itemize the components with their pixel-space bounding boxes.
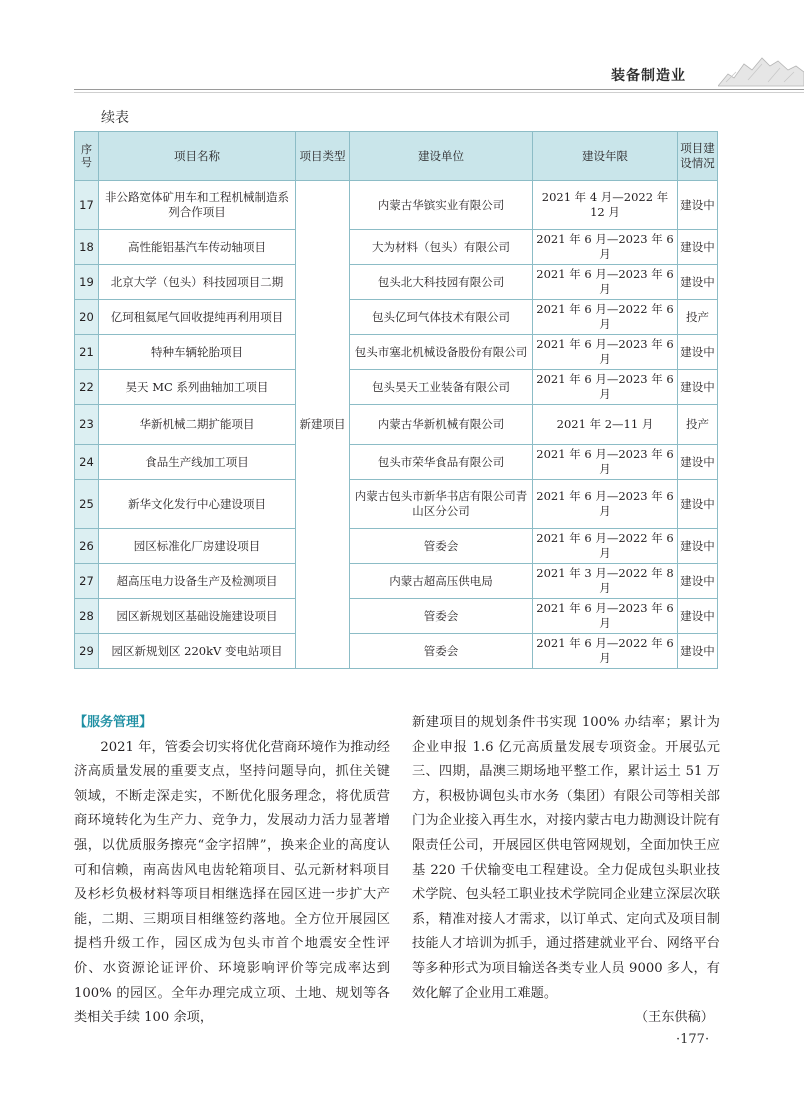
table-row: [75, 564, 718, 599]
row-unit: 管委会: [350, 529, 533, 564]
row-status: 建设中: [678, 480, 718, 529]
table-row: [75, 300, 718, 335]
row-status: 建设中: [678, 181, 718, 230]
row-no: 27: [75, 564, 99, 599]
row-unit: 包头北大科技园有限公司: [350, 265, 533, 300]
page-number: ·177·: [676, 1032, 710, 1047]
row-status: 建设中: [678, 335, 718, 370]
row-period: 2021 年 6 月—2023 年 6 月: [533, 335, 678, 370]
row-name: 华新机械二期扩能项目: [99, 405, 296, 445]
row-period: 2021 年 6 月—2022 年 6 月: [533, 300, 678, 335]
col-header-type: 项目类型: [296, 132, 350, 181]
row-name: 食品生产线加工项目: [99, 445, 296, 480]
col-header-no: 序号: [75, 132, 99, 181]
row-no: 19: [75, 265, 99, 300]
header-rule: [74, 89, 804, 90]
row-name: 非公路宽体矿用车和工程机械制造系列合作项目: [99, 181, 296, 230]
row-period: 2021 年 6 月—2023 年 6 月: [533, 480, 678, 529]
col-header-unit: 建设单位: [350, 132, 533, 181]
row-no: 18: [75, 230, 99, 265]
row-period: 2021 年 6 月—2022 年 6 月: [533, 529, 678, 564]
row-unit: 大为材料（包头）有限公司: [350, 230, 533, 265]
row-unit: 包头市塞北机械设备股份有限公司: [350, 335, 533, 370]
row-name: 北京大学（包头）科技园项目二期: [99, 265, 296, 300]
row-status: 建设中: [678, 599, 718, 634]
row-no: 23: [75, 405, 99, 445]
row-period: 2021 年 3 月—2022 年 8 月: [533, 564, 678, 599]
row-no: 22: [75, 370, 99, 405]
row-no: 25: [75, 480, 99, 529]
article-paragraph: 2021 年，管委会切实将优化营商环境作为推动经济高质量发展的重要支点，坚持问题导向，抓住关键领域，不断走深走实，不断优化服务理念，将优质营商环境转化为生产力、竞争力，发展动力活力显著增强，以优质服务擦亮“金字招牌”，换来企业的高度认可和信赖，南高齿风电齿轮箱项目、弘元新材料项目及杉杉负极材料等项目相继选择在园区进一步扩大产能，二期、三期项目相继签约落地。全方位开展园区提档升级工作，园区成为包头市首个地震安全性评价、水资源论证评价、环境影响评价等完成率达到 100% 的园区。全年办理完成立项、土地、规划等各类相关手续 100 余项，: [74, 739, 390, 1026]
row-no: 24: [75, 445, 99, 480]
header-rule-thin: [74, 92, 804, 93]
row-unit: 内蒙古超高压供电局: [350, 564, 533, 599]
row-status: 投产: [678, 405, 718, 445]
row-status: 建设中: [678, 445, 718, 480]
row-unit: 内蒙古华镔实业有限公司: [350, 181, 533, 230]
row-period: 2021 年 6 月—2022 年 6 月: [533, 634, 678, 669]
row-type: 新建项目: [296, 181, 350, 669]
row-name: 园区新规划区 220kV 变电站项目: [99, 634, 296, 669]
article-paragraph-continued: 新建项目的规划条件书实现 100% 办结率；累计为企业申报 1.6 亿元高质量发展专项资金。开展弘元三、四期，晶澳三期场地平整工作，累计运土 51 万方，积极协调包头市水务（集团）有限公司等相关部门为企业接入再生水，对接内蒙古电力勘测设计院有限责任公司，开展园区供电管网规划，全面加快王应基 220 千伏输变电工程建设。全力促成包头职业技术学院、包头轻工职业技术学院同企业建立深层次联系，精准对接人才需求，以订单式、定向式及项目制技能人才培训为抓手，通过搭建就业平台、网络平台等多种形式为项目输送各类专业人员 9000 多人，有效化解了企业用工难题。: [412, 715, 720, 1001]
row-no: 26: [75, 529, 99, 564]
row-no: 28: [75, 599, 99, 634]
row-period: 2021 年 4 月—2022 年 12 月: [533, 181, 678, 230]
row-status: 建设中: [678, 564, 718, 599]
row-name: 新华文化发行中心建设项目: [99, 480, 296, 529]
table-row: [75, 230, 718, 265]
table-row: [75, 480, 718, 529]
row-unit: 内蒙古华新机械有限公司: [350, 405, 533, 445]
row-name: 特种车辆轮胎项目: [99, 335, 296, 370]
table-header-row: [75, 132, 718, 181]
row-name: 园区新规划区基础设施建设项目: [99, 599, 296, 634]
row-unit: 管委会: [350, 634, 533, 669]
row-unit: 包头亿珂气体技术有限公司: [350, 300, 533, 335]
row-period: 2021 年 6 月—2023 年 6 月: [533, 265, 678, 300]
row-period: 2021 年 6 月—2023 年 6 月: [533, 230, 678, 265]
row-period: 2021 年 6 月—2023 年 6 月: [533, 370, 678, 405]
mountain-decoration-icon: [718, 52, 804, 88]
author-credit: （王东供稿）: [634, 1010, 714, 1026]
section-label: 装备制造业: [611, 68, 686, 84]
row-period: 2021 年 6 月—2023 年 6 月: [533, 445, 678, 480]
row-name: 亿珂租氦尾气回收提纯再利用项目: [99, 300, 296, 335]
row-no: 21: [75, 335, 99, 370]
row-status: 建设中: [678, 370, 718, 405]
row-name: 高性能铝基汽车传动轴项目: [99, 230, 296, 265]
table-row: [75, 599, 718, 634]
col-header-status: 项目建设情况: [678, 132, 718, 181]
col-header-name: 项目名称: [99, 132, 296, 181]
section-title: 【服务管理】: [74, 715, 153, 730]
table-row: [75, 265, 718, 300]
row-unit: 管委会: [350, 599, 533, 634]
row-status: 建设中: [678, 265, 718, 300]
row-no: 20: [75, 300, 99, 335]
row-name: 园区标准化厂房建设项目: [99, 529, 296, 564]
row-unit: 包头昊天工业装备有限公司: [350, 370, 533, 405]
table-row: [75, 181, 718, 230]
table-row: [75, 529, 718, 564]
row-period: 2021 年 2—11 月: [533, 405, 678, 445]
row-unit: 包头市荣华食品有限公司: [350, 445, 533, 480]
table-row: [75, 370, 718, 405]
row-status: 建设中: [678, 634, 718, 669]
table-row: [75, 445, 718, 480]
col-header-period: 建设年限: [533, 132, 678, 181]
row-status: 建设中: [678, 230, 718, 265]
article-left-column: [74, 711, 390, 1031]
row-no: 17: [75, 181, 99, 230]
table-continued-label: 续表: [101, 110, 129, 126]
table-row: [75, 405, 718, 445]
table-row: [75, 335, 718, 370]
row-no: 29: [75, 634, 99, 669]
row-period: 2021 年 6 月—2023 年 6 月: [533, 599, 678, 634]
row-name: 昊天 MC 系列曲轴加工项目: [99, 370, 296, 405]
table-row: [75, 634, 718, 669]
row-status: 建设中: [678, 529, 718, 564]
row-status: 投产: [678, 300, 718, 335]
article-right-column: [412, 711, 720, 1031]
row-name: 超高压电力设备生产及检测项目: [99, 564, 296, 599]
row-unit: 内蒙古包头市新华书店有限公司青山区分公司: [350, 480, 533, 529]
projects-table: [74, 131, 718, 669]
